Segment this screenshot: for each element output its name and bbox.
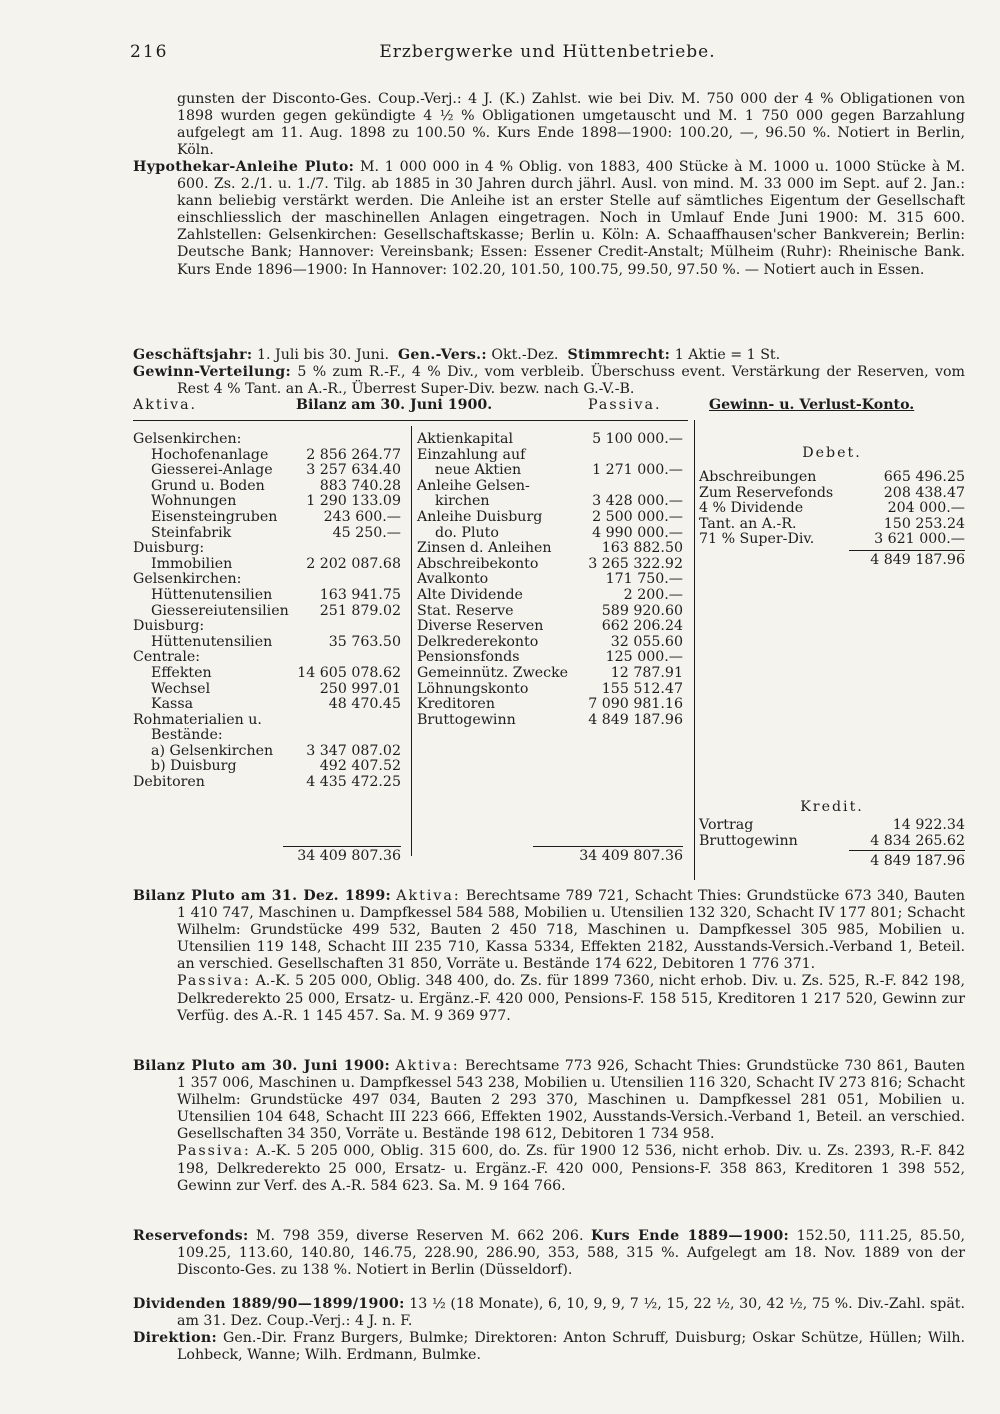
debet-column — [699, 470, 965, 548]
debet-label: 4 % Dividende — [699, 500, 804, 517]
passiva-row — [417, 494, 683, 510]
aktiva-label: Immobilien — [151, 555, 233, 572]
debet-sum-rule — [849, 550, 965, 551]
aktiva-value: 2 202 087.68 — [306, 555, 401, 572]
aktiva-label: Kassa — [151, 696, 194, 713]
passiva-value: 32 055.60 — [610, 633, 683, 650]
aktiva-value: 35 763.50 — [328, 633, 401, 650]
pluto-1899-aktiva-text: Berechtsame 789 721, Schacht Thies: Grundstücke 673 340, Bauten 1 410 747, Maschinen u. Dampfkessel 584 588, Mobilien u. Utensilien 132 320, Schacht IV 177 801; Schacht Wilhelm: Grundstücke 499 532, Bauten 2 450 718, Maschinen u. Dampfkessel 305 985, Mobilien u. Utensilien 119 148, Schacht III 235 710, Kassa 5334, Effekten 2182, Ausstands-Versich.-Verband 1, Beteil. an verschied. Gesellschaften 31 850, Vorräte u. Bestände 174 622, Debitoren 1 776 371. — [177, 888, 965, 973]
passiva-row — [417, 666, 683, 682]
passiva-value: 163 882.50 — [601, 540, 683, 557]
reservefonds-block — [133, 1228, 965, 1279]
pluto-1899-label: Bilanz Pluto am 31. Dez. 1899: — [133, 888, 392, 904]
passiva-label: Anleihe Gelsen- — [417, 477, 530, 494]
passiva-label: Zinsen d. Anleihen — [417, 540, 552, 557]
passiva-label: Alte Dividende — [417, 586, 523, 603]
aktiva-sum-rule — [283, 846, 401, 847]
kredit-total-row — [699, 854, 965, 870]
aktiva-row — [133, 494, 401, 510]
passiva-value: 2 200.— — [623, 586, 683, 603]
hypothek-label: Hypothekar-Anleihe Pluto: — [133, 159, 355, 175]
passiva-row — [417, 588, 683, 604]
gewinn-verteilung-block — [133, 364, 965, 398]
aktiva-row — [133, 619, 401, 635]
pluto-1900-block — [133, 1058, 965, 1195]
passiva-value: 125 000.— — [605, 649, 683, 666]
passiva-label: Stat. Reserve — [417, 602, 514, 619]
pluto-1899-block — [133, 888, 965, 1025]
aktiva-row — [133, 697, 401, 713]
passiva-row — [417, 479, 683, 495]
aktiva-label: Rohmaterialien u. — [133, 711, 262, 728]
aktiva-label: Hochofenanlage — [151, 446, 269, 463]
debet-row — [699, 532, 965, 548]
aktiva-column — [133, 432, 401, 791]
aktiva-row — [133, 650, 401, 666]
reservefonds-label: Reservefonds: — [133, 1228, 249, 1244]
passiva-row — [417, 526, 683, 542]
aktiva-row — [133, 448, 401, 464]
passiva-value: 171 750.— — [605, 571, 683, 588]
gj-text: 1. Juli bis 30. Juni. — [257, 347, 389, 363]
pluto-1899-passiva-text: A.-K. 5 205 000, Oblig. 348 400, do. Zs. für 1899 7360, nicht erhob. Div. u. Zs. 525, R.-F. 842 198, Delkrederekto 25 000, Ersatz- u. Ergänz.-F. 420 000, Pensions-F. 158 515, Kreditoren 1 217 520, Gewinn zur Verfüg. des A.-R. 1 145 457. Sa. M. 9 369 977. — [177, 973, 965, 1024]
balance-title: Bilanz am 30. Juni 1900. — [296, 397, 493, 413]
debet-label: 71 % Super-Div. — [699, 531, 815, 548]
aktiva-row — [133, 479, 401, 495]
aktiva-value: 492 407.52 — [319, 758, 401, 775]
passiva-label: Avalkonto — [417, 571, 489, 588]
passiva-value: 589 920.60 — [601, 602, 683, 619]
aktiva-value: 14 605 078.62 — [297, 664, 401, 681]
kredit-label: Vortrag — [699, 817, 754, 833]
aktiva-value: 251 879.02 — [319, 602, 401, 619]
gv-konto-title: Gewinn- u. Verlust-Konto. — [709, 397, 915, 413]
debet-label: Zum Reservefonds — [699, 484, 834, 501]
aktiva-row — [133, 463, 401, 479]
aktiva-label: Wohnungen — [151, 493, 237, 510]
passiva-row — [417, 650, 683, 666]
passiva-row — [417, 604, 683, 620]
kredit-column — [699, 818, 965, 849]
aktiva-label: Steinfabrik — [151, 524, 232, 541]
header-rule — [133, 420, 688, 421]
aktiva-heading: Aktiva. — [133, 397, 198, 413]
dividenden-block — [133, 1296, 965, 1330]
aktiva-value: 1 290 133.09 — [306, 493, 401, 510]
passiva-value: 5 100 000.— — [592, 431, 683, 447]
aktiva-total: 34 409 807.36 — [297, 848, 401, 864]
aktiva-value: 4 435 472.25 — [306, 774, 401, 791]
debet-row — [699, 517, 965, 533]
aktiva-label: Eisensteingruben — [151, 508, 278, 525]
aktiva-row — [133, 713, 401, 729]
passiva-value: 7 090 981.16 — [588, 696, 683, 713]
aktiva-row — [133, 588, 401, 604]
passiva-label: do. Pluto — [435, 524, 499, 541]
pluto-1899-aktiva-label: Aktiva: — [396, 888, 461, 904]
aktiva-row — [133, 526, 401, 542]
kurs-text: 152.50, 111.25, 85.50, 109.25, 113.60, 140.80, 146.75, 228.90, 286.90, 353, 588, 315 %. Aufgelegt am 18. Nov. 1889 von der Disconto-Ges. zu 138 %. Notiert in Berlin (Düsseldorf). — [177, 1228, 966, 1279]
kredit-label: Bruttogewinn — [699, 832, 798, 849]
passiva-label: Gemeinnütz. Zwecke — [417, 664, 569, 681]
debet-value: 204 000.— — [887, 500, 965, 517]
intro-block — [133, 91, 965, 159]
kredit-label: Kredit. — [800, 799, 864, 815]
passiva-row — [417, 432, 683, 448]
aktiva-label: Duisburg: — [133, 618, 205, 635]
debet-label: Debet. — [802, 445, 862, 461]
gewinn-text: 5 % zum R.-F., 4 % Div., vom verbleib. Überschuss event. Verstärkung der Reserven, vom Rest 4 % Tant. an A.-R., Überrest Super-Div. bezw. nach G.-V.-B. — [177, 364, 965, 398]
debet-row — [699, 486, 965, 502]
pluto-1900-label: Bilanz Pluto am 30. Juni 1900: — [133, 1058, 390, 1074]
reservefonds-text: M. 798 359, diverse Reserven M. 662 206. — [256, 1228, 584, 1244]
passiva-label: Einzahlung auf — [417, 446, 526, 463]
aktiva-label: a) Gelsenkirchen — [151, 742, 274, 759]
hypothek-paragraph — [133, 159, 965, 279]
debet-value: 208 438.47 — [883, 484, 965, 501]
pluto-1899-aktiva — [133, 888, 965, 973]
aktiva-row — [133, 635, 401, 651]
aktiva-row — [133, 759, 401, 775]
debet-label: Tant. an A.-R. — [699, 515, 797, 532]
aktiva-row — [133, 604, 401, 620]
aktiva-row — [133, 682, 401, 698]
passiva-row — [417, 463, 683, 479]
debet-total: 4 849 187.96 — [870, 552, 965, 568]
passiva-value: 155 512.47 — [601, 680, 683, 697]
passiva-value: 4 849 187.96 — [588, 711, 683, 728]
passiva-label: Pensionsfonds — [417, 649, 520, 666]
passiva-value: 3 265 322.92 — [588, 555, 683, 572]
passiva-row — [417, 697, 683, 713]
passiva-row — [417, 682, 683, 698]
passiva-label: Delkrederekonto — [417, 633, 539, 650]
aktiva-row — [133, 744, 401, 760]
aktiva-value: 3 257 634.40 — [306, 462, 401, 479]
balance-gv-divider — [694, 420, 695, 880]
passiva-total: 34 409 807.36 — [579, 848, 683, 864]
pluto-1900-aktiva-text: Berechtsame 773 926, Schacht Thies: Grundstücke 730 861, Bauten 1 357 006, Maschinen u. Dampfkessel 543 238, Mobilien u. Utensilien 116 320, Schacht IV 273 816; Schacht Wilhelm: Grundstücke 497 034, Bauten 2 293 370, Maschinen u. Dampfkessel 281 051, Mobilien u. Utensilien 104 648, Schacht III 223 666, Effekten 1902, Ausstands-Versich.-Verband 1, Beteil. an verschied. Gesellschaften 34 350, Vorräte u. Bestände 198 612, Debitoren 1 734 958. — [177, 1058, 966, 1143]
debet-label: Abschreibungen — [699, 469, 817, 485]
aktiva-value: 2 856 264.77 — [306, 446, 401, 463]
passiva-row — [417, 541, 683, 557]
running-title: Erzbergwerke und Hüttenbetriebe. — [379, 42, 716, 62]
reservefonds-paragraph — [133, 1228, 965, 1279]
direktion-block — [133, 1330, 965, 1364]
passiva-label: Kreditoren — [417, 696, 495, 713]
aktiva-label: Debitoren — [133, 774, 205, 791]
passiva-label: Abschreibekonto — [417, 555, 539, 572]
dividenden-label: Dividenden 1889/90—1899/1900: — [133, 1296, 405, 1312]
pluto-1900-aktiva-label: Aktiva: — [395, 1058, 460, 1074]
debet-value: 665 496.25 — [883, 469, 965, 485]
aktiva-row — [133, 775, 401, 791]
intro-paragraph: gunsten der Disconto-Ges. Coup.-Verj.: 4 J. (K.) Zahlst. wie bei Div. M. 750 000 der 4 % Obligationen von 1898 wurden gegen gekündigte 4 ½ % Obligationen umgetauscht und M. 1 750 000 gegen Barzahlung aufgelegt am 11. Aug. 1898 zu 100.50 %. Kurs Ende 1898—1900: 100.20, —, 96.50 %. Notiert in Berlin, Köln. — [177, 91, 965, 159]
balance-sheet — [133, 398, 965, 880]
passiva-value: 1 271 000.— — [592, 462, 683, 479]
page-header — [130, 42, 965, 64]
aktiva-label: Gelsenkirchen: — [133, 571, 242, 588]
pluto-1899-passiva — [133, 973, 965, 1024]
passiva-row — [417, 557, 683, 573]
balance-header-row — [133, 398, 965, 420]
kredit-sum-rule — [849, 850, 965, 851]
kredit-total: 4 849 187.96 — [870, 853, 965, 869]
pluto-1900-passiva-text: A.-K. 5 205 000, Oblig. 315 600, do. Zs. für 1900 12 536, nicht erhob. Div. u. Zs. 2393, R.-F. 842 198, Delkrederekto 25 000, Ersatz- u. Ergänz.-F. 420 000, Pensions-F. 358 863, Kreditoren 1 398 552, Gewinn zur Verf. des A.-R. 584 623. Sa. M. 9 164 766. — [177, 1143, 965, 1194]
aktiva-label: Gelsenkirchen: — [133, 431, 242, 447]
aktiva-value: 163 941.75 — [319, 586, 401, 603]
aktiva-label: Bestände: — [151, 727, 223, 744]
aktiva-label: Duisburg: — [133, 540, 205, 557]
direktion-label: Direktion: — [133, 1330, 217, 1346]
passiva-heading: Passiva. — [588, 397, 662, 413]
aktiva-row — [133, 666, 401, 682]
direktion-text: Gen.-Dir. Franz Burgers, Bulmke; Direktoren: Anton Schruff, Duisburg; Oskar Schütze, Hüllen; Wilh. Lohbeck, Wanne; Wilh. Erdmann, Bulmke. — [177, 1330, 965, 1364]
aktiva-label: Effekten — [151, 664, 212, 681]
passiva-label: Löhnungskonto — [417, 680, 529, 697]
passiva-value: 4 990 000.— — [592, 524, 683, 541]
pluto-1900-passiva-label: Passiva: — [177, 1143, 251, 1160]
passiva-value: 2 500 000.— — [592, 508, 683, 525]
kredit-row — [699, 834, 965, 850]
aktiva-row — [133, 541, 401, 557]
aktiva-row — [133, 432, 401, 448]
dividenden-paragraph — [133, 1296, 965, 1330]
passiva-column — [417, 432, 683, 728]
passiva-label: Bruttogewinn — [417, 711, 516, 728]
passiva-label: neue Aktien — [435, 462, 522, 479]
aktiva-value: 48 470.45 — [328, 696, 401, 713]
debet-row — [699, 470, 965, 486]
debet-heading — [699, 446, 965, 462]
aktiva-label: Giessereiutensilien — [151, 602, 289, 619]
passiva-row — [417, 572, 683, 588]
stimmrecht-label: Stimmrecht: — [567, 347, 671, 363]
aktiva-row — [133, 728, 401, 744]
passiva-sum-rule — [533, 846, 683, 847]
kredit-heading — [699, 800, 965, 816]
debet-total-row — [699, 553, 965, 569]
passiva-label: Anleihe Duisburg — [417, 508, 543, 525]
kredit-value: 14 922.34 — [892, 817, 965, 833]
aktiva-value: 45 250.— — [332, 524, 401, 541]
pluto-1900-aktiva — [133, 1058, 965, 1143]
aktiva-label: Giesserei-Anlage — [151, 462, 273, 479]
passiva-label: kirchen — [435, 493, 490, 510]
aktiva-label: Hüttenutensilien — [151, 586, 273, 603]
passiva-value: 3 428 000.— — [592, 493, 683, 510]
gj-label: Geschäftsjahr: — [133, 347, 253, 363]
aktiva-row — [133, 572, 401, 588]
passiva-label: Aktienkapital — [417, 431, 513, 447]
geschaeftsjahr-line — [133, 347, 965, 364]
aktiva-value: 883 740.28 — [319, 477, 401, 494]
aktiva-label: Wechsel — [151, 680, 211, 697]
passiva-row — [417, 619, 683, 635]
passiva-row — [417, 448, 683, 464]
dividenden-text: 13 ½ (18 Monate), 6, 10, 9, 9, 7 ½, 15, 22 ½, 30, 42 ½, 75 %. Div.-Zahl. spät. am 31. Dez. Coup.-Verj.: 4 J. n. F. — [177, 1296, 966, 1330]
kredit-value: 4 834 265.62 — [870, 832, 965, 849]
aktiva-row — [133, 510, 401, 526]
passiva-value: 662 206.24 — [601, 618, 683, 635]
aktiva-label: Hüttenutensilien — [151, 633, 273, 650]
hypothek-text: M. 1 000 000 in 4 % Oblig. von 1883, 400 Stücke à M. 1000 u. 1000 Stücke à M. 600. Zs. 2./1. u. 1./7. Tilg. ab 1885 in 30 Jahren durch jährl. Ausl. von mind. M. 33 000 im Sept. auf 2. Jan.: kann beliebig verstärkt werden. Die Anleihe ist an erster Stelle auf sämtliches Eigentum der Gesellschaft einschliesslich der maschinellen Anlagen eingetragen. Noch in Umlauf Ende Juni 1900: M. 315 600. Zahlstellen: Gelsenkirchen: Gesellschaftskasse; Berlin u. Köln: A. Schaaffhausen'scher Bankverein; Berlin: Deutsche Bank; Hannover: Vereinsbank; Essen: Essener Credit-Anstalt; Mülheim (Ruhr): Rheinische Bank. Kurs Ende 1896—1900: In Hannover: 102.20, 101.50, 100.75, 99.50, 97.50 %. — Notiert auch in Essen. — [177, 159, 965, 278]
aktiva-value: 3 347 087.02 — [306, 742, 401, 759]
passiva-value: 12 787.91 — [610, 664, 683, 681]
aktiva-label: Grund u. Boden — [151, 477, 265, 494]
aktiva-row — [133, 557, 401, 573]
pluto-1900-passiva — [133, 1143, 965, 1194]
page-number: 216 — [130, 42, 169, 62]
stimmrecht-text: 1 Aktie = 1 St. — [674, 347, 781, 363]
gewinn-paragraph — [133, 364, 965, 398]
aktiva-value: 250 997.01 — [319, 680, 401, 697]
passiva-label: Diverse Reserven — [417, 618, 544, 635]
geschaeftsjahr-paragraph — [133, 347, 965, 364]
passiva-row — [417, 510, 683, 526]
debet-value: 150 253.24 — [883, 515, 965, 532]
gewinn-label: Gewinn-Verteilung: — [133, 364, 291, 380]
aktiva-label: b) Duisburg — [151, 758, 237, 775]
kurs-label: Kurs Ende 1889—1900: — [590, 1228, 790, 1244]
gv-text: Okt.-Dez. — [491, 347, 559, 363]
passiva-total-row — [417, 849, 683, 865]
debet-row — [699, 501, 965, 517]
aktiva-passiva-divider — [411, 426, 412, 856]
aktiva-value: 243 600.— — [323, 508, 401, 525]
direktion-paragraph — [133, 1330, 965, 1364]
hypothek-block — [133, 159, 965, 279]
passiva-row — [417, 635, 683, 651]
pluto-1899-passiva-label: Passiva: — [177, 973, 251, 990]
debet-value: 3 621 000.— — [874, 531, 965, 548]
gv-label: Gen.-Vers.: — [397, 347, 487, 363]
aktiva-label: Centrale: — [133, 649, 201, 666]
kredit-row — [699, 818, 965, 834]
passiva-row — [417, 713, 683, 729]
aktiva-total-row — [133, 849, 401, 865]
